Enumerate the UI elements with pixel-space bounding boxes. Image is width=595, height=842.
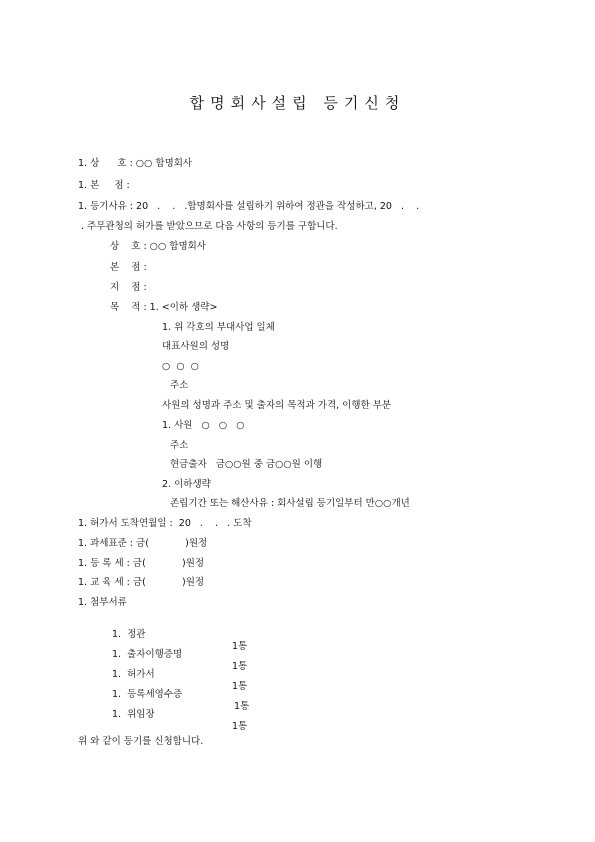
attachment-name: 1. 등록세영수증	[112, 689, 183, 700]
detail-trade-name: 상 호 : ○○ 합명회사	[110, 241, 206, 252]
education-tax: 1. 교 육 세 : 금( )원정	[78, 577, 205, 588]
registration-tax: 1. 등 록 세 : 금( )원정	[78, 558, 205, 569]
detail-branch: 지 점 :	[110, 282, 147, 293]
attachment-name: 1. 정관	[112, 629, 146, 640]
member-2: 2. 이하생략	[162, 479, 211, 490]
detail-head-office: 본 점 :	[110, 262, 147, 273]
attachment-count: 1통	[234, 701, 250, 712]
member-info-label: 사원의 성명과 주소 및 출자의 목적과 가격, 이행한 부분	[162, 400, 392, 411]
attachment-count: 1통	[232, 681, 248, 692]
member-1-contribution: 현금출자 금○○원 중 금○○원 이행	[170, 459, 323, 470]
representative-name-label: 대표사원의 성명	[162, 341, 230, 352]
member-1-address: 주소	[170, 440, 189, 451]
company-duration: 존립기간 또는 해산사유 : 회사설립 등기일부터 만○○개년	[170, 498, 410, 509]
detail-purpose: 목 적 : 1. <이하 생략>	[110, 302, 218, 313]
attachment-count: 1통	[232, 721, 248, 732]
permit-arrival-date: 1. 허가서 도착연월일 : 20 . . . 도착	[78, 518, 252, 529]
attachment-name: 1. 출자이행증명	[112, 649, 183, 660]
attachment-count: 1통	[232, 641, 248, 652]
attachment-name: 1. 위임장	[112, 709, 155, 720]
representative-address: 주소	[170, 380, 189, 391]
member-1: 1. 사원 ○ ○ ○	[162, 420, 245, 431]
attachments-header: 1. 첨부서류	[78, 597, 127, 608]
attachment-name: 1. 허가서	[112, 669, 155, 680]
closing-statement: 위 와 같이 등기를 신청합니다.	[78, 736, 204, 747]
detail-purpose-item: 1. 위 각호의 부대사업 일체	[162, 322, 275, 333]
document-title: 합명회사설립 등기신청	[189, 94, 406, 112]
tax-base: 1. 과세표준 : 금( )원정	[78, 538, 208, 549]
representative-name-value: ○ ○ ○	[162, 361, 199, 372]
trade-name-line: 1. 상 호 : ○○ 합명회사	[78, 158, 193, 169]
registration-reason-line: 1. 등기사유 : 20 . . .합명회사를 설립하기 위하여 정관을 작성하고, 20 . .	[78, 201, 420, 212]
registration-reason-line-continued: . 주무관청의 허가를 받았으므로 다음 사항의 등기를 구합니다.	[78, 221, 338, 232]
head-office-line: 1. 본 점 :	[78, 180, 130, 191]
attachment-count: 1통	[232, 661, 248, 672]
